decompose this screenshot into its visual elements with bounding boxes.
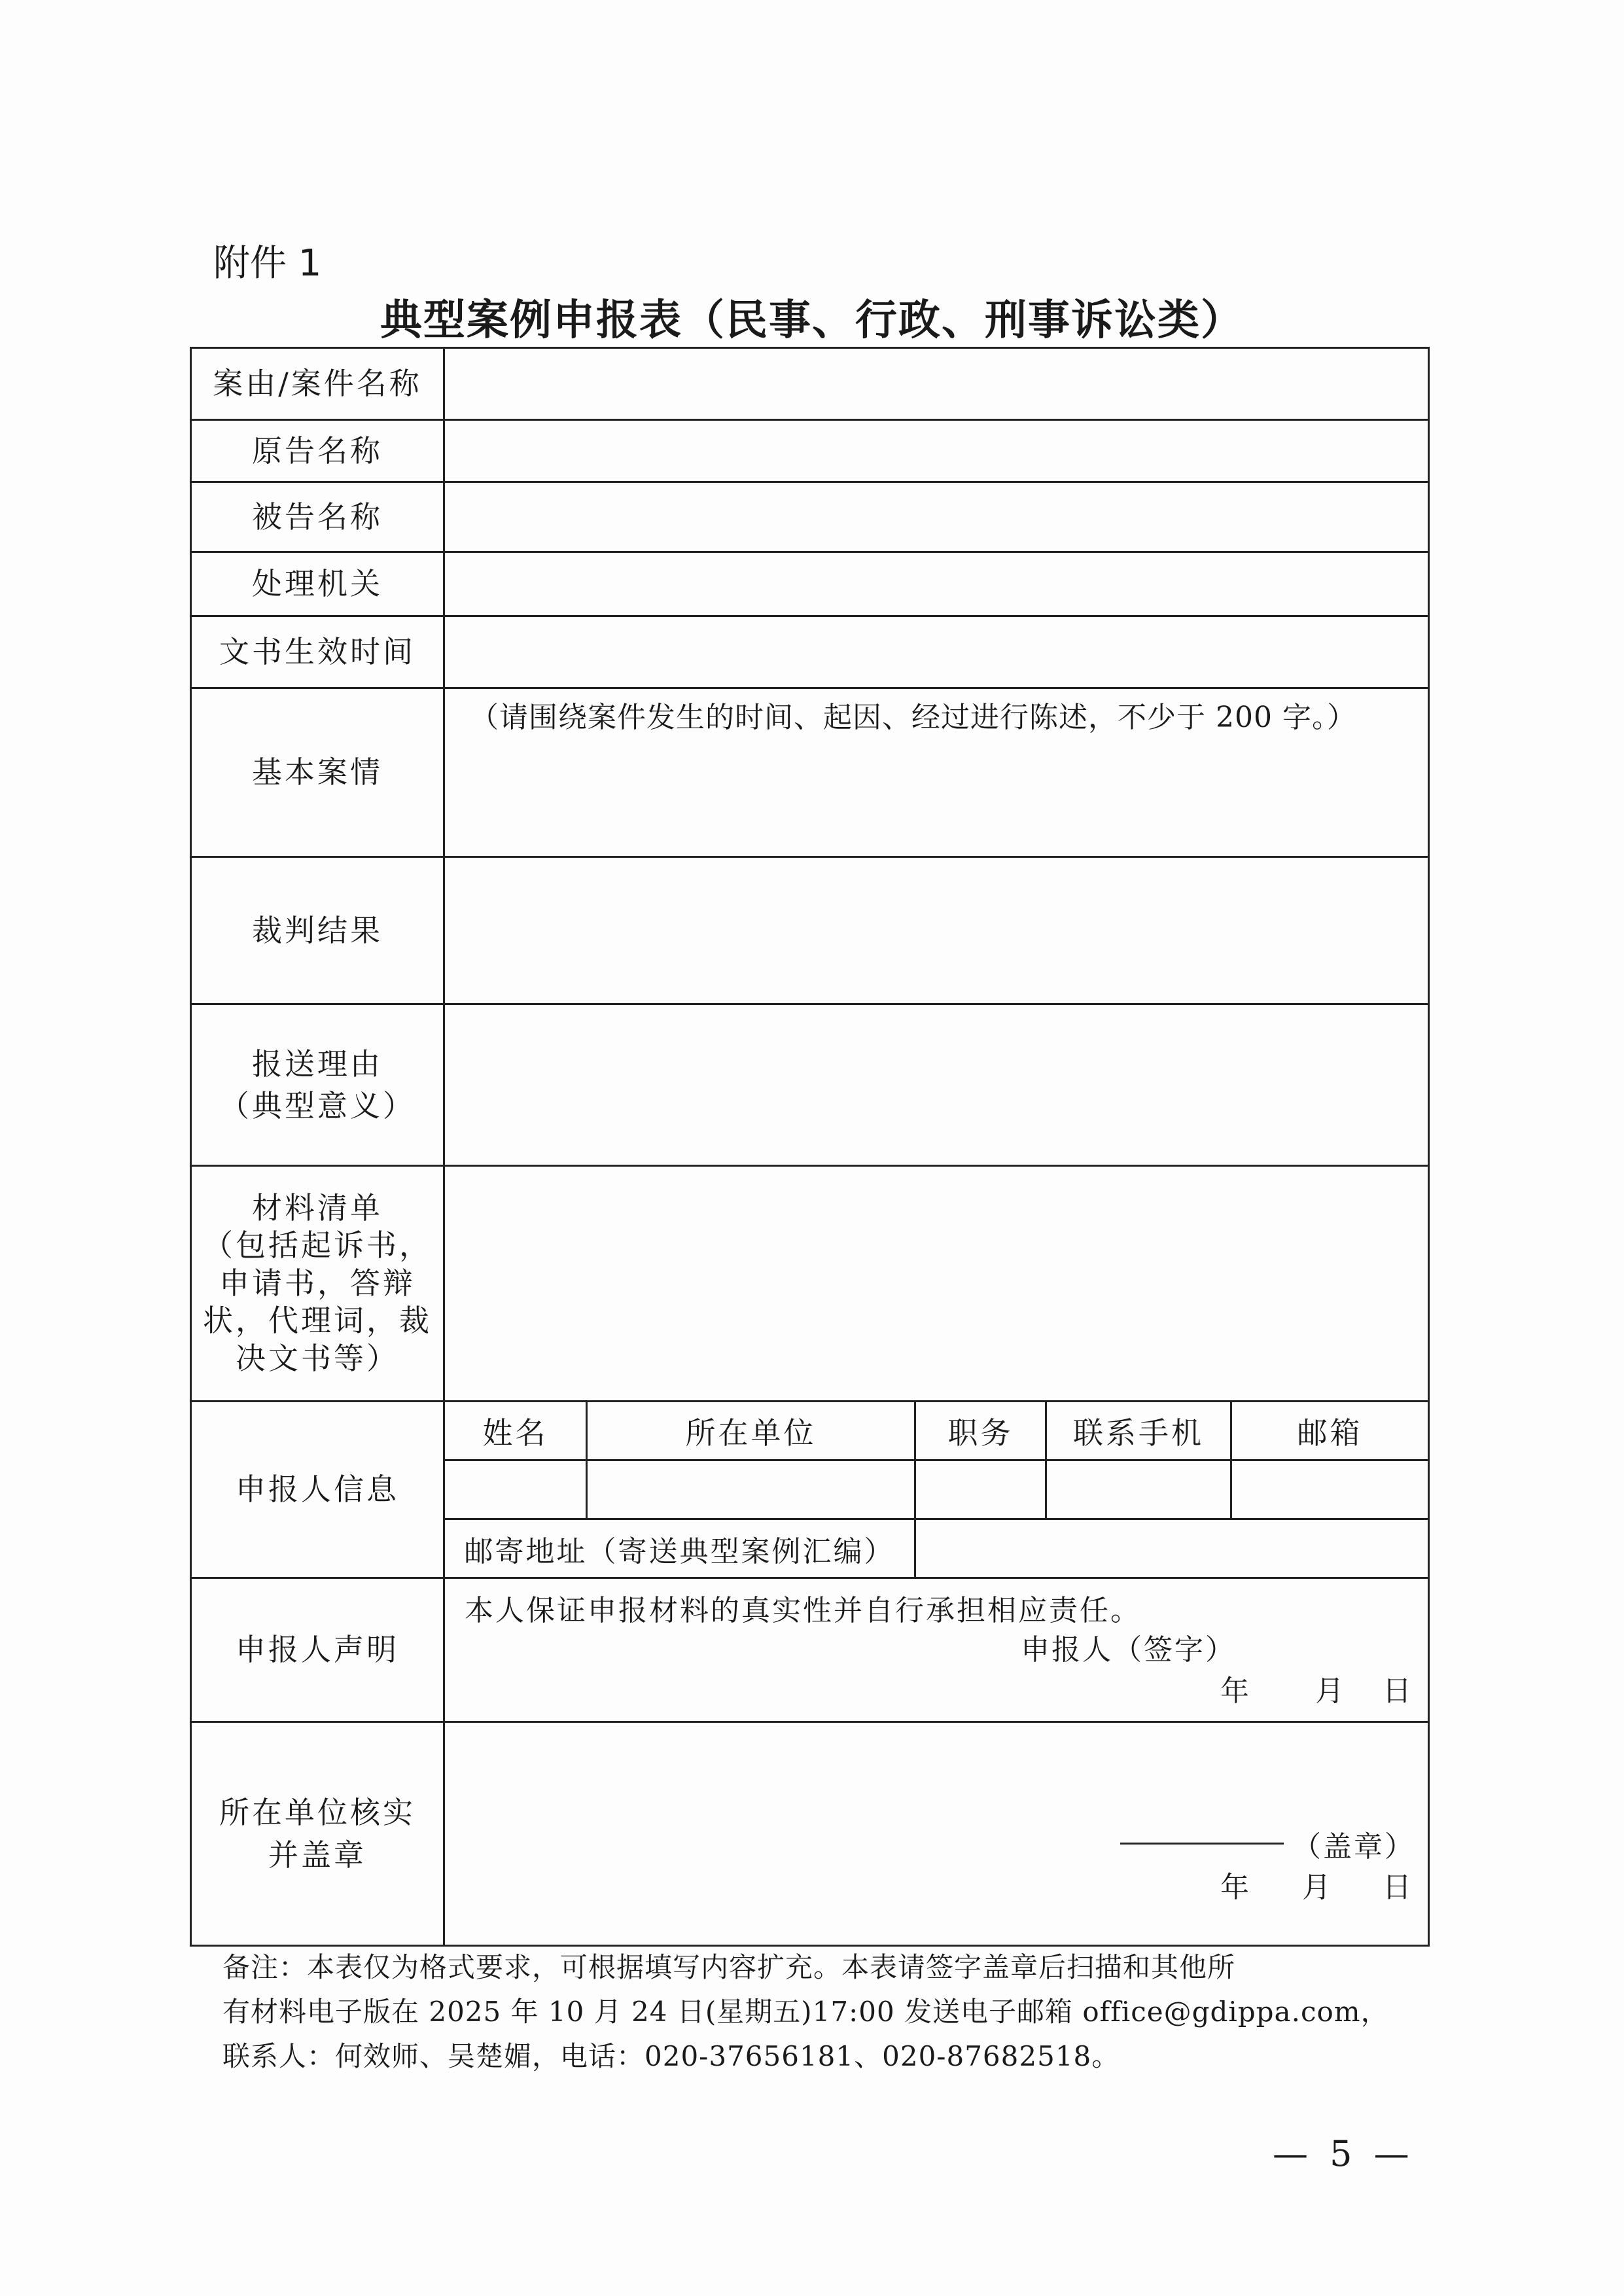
label-materials-line: 状，代理词，裁 xyxy=(203,1303,432,1339)
label-effective-time: 文书生效时间 xyxy=(219,634,415,670)
defendant-field[interactable] xyxy=(445,483,1428,551)
label-materials-line: 材料清单 xyxy=(252,1190,383,1226)
declaration-day: 日 xyxy=(1383,1674,1413,1708)
basic-facts-hint: （请围绕案件发生的时间、起因、经过进行陈述，不少于 200 字。） xyxy=(470,701,1356,734)
label-case-name: 案由/案件名称 xyxy=(213,366,422,402)
label-authority: 处理机关 xyxy=(252,566,383,602)
footnote-line: 备注：本表仅为格式要求，可根据填写内容扩充。本表请签字盖章后扫描和其他所 xyxy=(222,1951,1236,1983)
label-reason xyxy=(192,1005,443,1165)
footnote xyxy=(222,1945,1426,2079)
applicant-email-input[interactable] xyxy=(1232,1461,1428,1518)
form-title: 典型案例申报表（民事、行政、刑事诉讼类） xyxy=(380,296,1244,345)
page-number: — 5 — xyxy=(1273,2133,1415,2174)
materials-field[interactable] xyxy=(445,1167,1428,1400)
declaration-signature-area[interactable] xyxy=(1224,1623,1420,1662)
declaration-year: 年 xyxy=(1220,1674,1251,1708)
label-unit-verify xyxy=(192,1723,443,1945)
label-defendant: 被告名称 xyxy=(252,499,383,535)
label-materials xyxy=(192,1167,443,1400)
label-reason-line: （典型意义） xyxy=(219,1088,415,1123)
declaration-text: 本人保证申报材料的真实性并自行承担相应责任。 xyxy=(465,1594,1141,1627)
label-applicant-declaration: 申报人声明 xyxy=(236,1632,399,1668)
applicant-unit-input[interactable] xyxy=(588,1461,914,1518)
attachment-label: 附件 1 xyxy=(213,242,322,285)
label-unit-verify-line: 所在单位核实 xyxy=(219,1795,415,1831)
judgment-field[interactable] xyxy=(445,858,1428,1003)
application-form xyxy=(190,347,1430,1947)
applicant-name-input[interactable] xyxy=(445,1461,586,1518)
seal-underline xyxy=(1120,1843,1284,1845)
reason-field[interactable] xyxy=(445,1005,1428,1165)
label-applicant-info: 申报人信息 xyxy=(236,1472,399,1508)
col-header-phone: 联系手机 xyxy=(1073,1415,1204,1451)
mailing-address-label: 邮寄地址（寄送典型案例汇编） xyxy=(464,1534,895,1568)
verify-month: 月 xyxy=(1302,1871,1333,1904)
verify-seal-area[interactable] xyxy=(445,1723,1428,1814)
col-header-unit: 所在单位 xyxy=(685,1415,817,1451)
declaration-signer: 申报人（签字） xyxy=(1021,1633,1236,1667)
label-plaintiff: 原告名称 xyxy=(252,433,383,468)
plaintiff-field[interactable] xyxy=(445,421,1428,481)
label-basic-facts: 基本案情 xyxy=(252,754,383,790)
label-reason-line: 报送理由 xyxy=(252,1046,383,1082)
form-border-right xyxy=(1428,347,1430,1947)
authority-field[interactable] xyxy=(445,553,1428,615)
col-header-position: 职务 xyxy=(947,1415,1014,1451)
verify-year: 年 xyxy=(1220,1871,1251,1904)
label-judgment: 裁判结果 xyxy=(252,912,383,948)
col-header-email: 邮箱 xyxy=(1297,1415,1363,1451)
label-materials-line: 申请书，答辩 xyxy=(219,1265,415,1301)
verify-seal: （盖章） xyxy=(1292,1830,1415,1863)
footnote-line: 有材料电子版在 2025 年 10 月 24 日(星期五)17:00 发送电子邮箱 office@gdippa.com， xyxy=(222,1996,1389,2028)
label-materials-line: （包括起诉书， xyxy=(203,1227,432,1263)
footnote-line: 联系人：何效师、吴楚媚，电话：020-37656181、020-87682518。 xyxy=(222,2040,1120,2072)
applicant-phone-input[interactable] xyxy=(1047,1461,1230,1518)
effective-time-field[interactable] xyxy=(445,617,1428,687)
mailing-address-input[interactable] xyxy=(916,1520,1428,1577)
col-header-name: 姓名 xyxy=(482,1415,548,1451)
declaration-month: 月 xyxy=(1315,1674,1346,1708)
case-name-field[interactable] xyxy=(445,349,1428,419)
verify-day: 日 xyxy=(1383,1871,1413,1904)
applicant-position-input[interactable] xyxy=(916,1461,1045,1518)
label-unit-verify-line: 并盖章 xyxy=(268,1837,366,1873)
label-materials-line: 决文书等） xyxy=(236,1340,399,1376)
